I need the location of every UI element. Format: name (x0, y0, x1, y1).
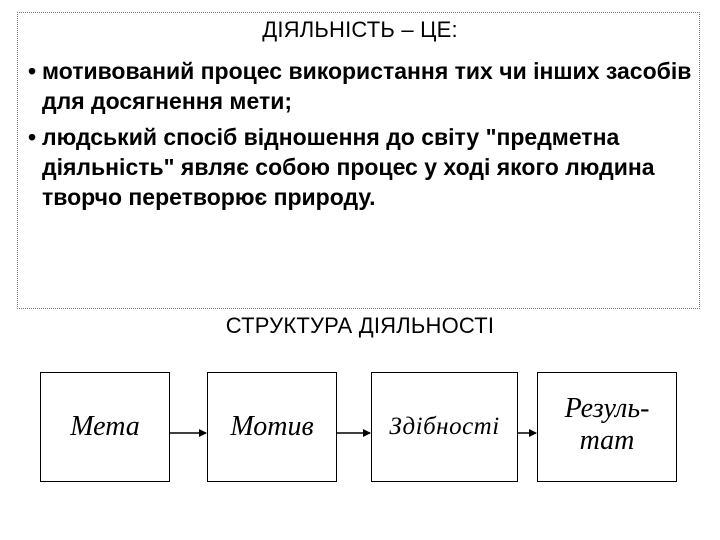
definition-item (28, 56, 698, 116)
node-goal (40, 372, 170, 482)
node-abilities (371, 372, 518, 482)
node-label: Резуль- тат (564, 393, 650, 456)
bullet-dot-icon: • (28, 58, 37, 84)
definition-item-text: людський спосіб відношення до світу "предметна діяльність" являє собою процес у ході якого людина творчо перетворює природу. (42, 124, 655, 210)
node-label: Мотив (230, 411, 314, 442)
definition-list (28, 56, 698, 218)
node-result (537, 372, 677, 482)
definition-item (28, 122, 698, 212)
definition-item-text: мотивований процес використання тих чи інших засобів для досягнення мети; (42, 58, 692, 114)
node-motive (207, 372, 337, 482)
node-label: Здібності (389, 413, 500, 440)
node-label: Мета (70, 411, 140, 442)
structure-title: СТРУКТУРА ДІЯЛЬНОСТІ (225, 313, 495, 338)
bullet-dot-icon: • (28, 124, 37, 150)
definition-title: ДІЯЛЬНІСТЬ – ЦЕ: (262, 17, 458, 42)
